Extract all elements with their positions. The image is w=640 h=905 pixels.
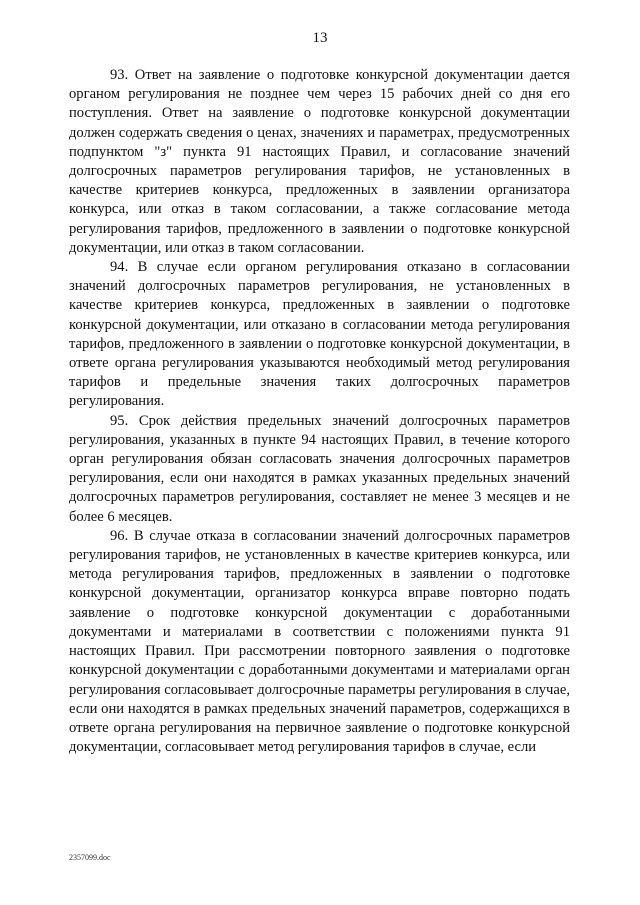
paragraph-93: 93. Ответ на заявление о подготовке конкурсной документации дается органом регулирования не позднее чем через 15 рабочих дней со дня его поступления. Ответ на заявление о подготовке конкурсной документации должен содержать сведения о ценах, значениях и параметрах, предусмотренных подпунктом "з" пункта 91 настоящих Правил, и согласование значений долгосрочных параметров регулирования тарифов, не установленных в качестве критериев конкурса, предложенных в заявлении организатора конкурса, или отказ в таком согласовании, а также согласование метода регулирования тарифов, предложенного в заявлении о подготовке конкурсной документации, или отказ в таком согласовании. — [69, 67, 570, 256]
paragraph-94: 94. В случае если органом регулирования отказано в согласовании значений долгосрочных параметров регулирования, не установленных в качестве критериев конкурса, предложенных в заявлении о подготовке конкурсной документации, или отказано в согласовании метода регулирования тарифов, предложенного в заявлении о подготовке конкурсной документации, в ответе органа регулирования указываются необходимый метод регулирования тарифов и предельные значения таких долгосрочных параметров регулирования. — [69, 259, 570, 410]
footer-doc-id: 2357099.doc — [69, 853, 111, 862]
document-body — [69, 66, 570, 757]
paragraph-95: 95. Срок действия предельных значений долгосрочных параметров регулирования, указанных в пункте 94 настоящих Правил, в течение которого орган регулирования обязан согласовать значения долгосрочных параметров регулирования, если они находятся в рамках указанных предельных значений долгосрочных параметров регулирования, составляет не менее 3 месяцев и не более 6 месяцев. — [69, 412, 570, 525]
page-number: 13 — [312, 30, 328, 46]
paragraph-96: 96. В случае отказа в согласовании значений долгосрочных параметров регулирования тарифов, не установленных в качестве критериев конкурса, или метода регулирования тарифов, предложенных в заявлении о подготовке конкурсной документации, организатор конкурса вправе повторно подать заявление о подготовке конкурсной документации с доработанными документами и материалами в соответствии с положениями пункта 91 настоящих Правил. При рассмотрении повторного заявления о подготовке конкурсной документации с доработанными документами и материалами орган регулирования согласовывает долгосрочные параметры регулирования в случае, если они находятся в рамках предельных значений параметров, содержащихся в ответе органа регулирования на первичное заявление о подготовке конкурсной документации, согласовывает метод регулирования тарифов в случае, если — [69, 527, 570, 756]
